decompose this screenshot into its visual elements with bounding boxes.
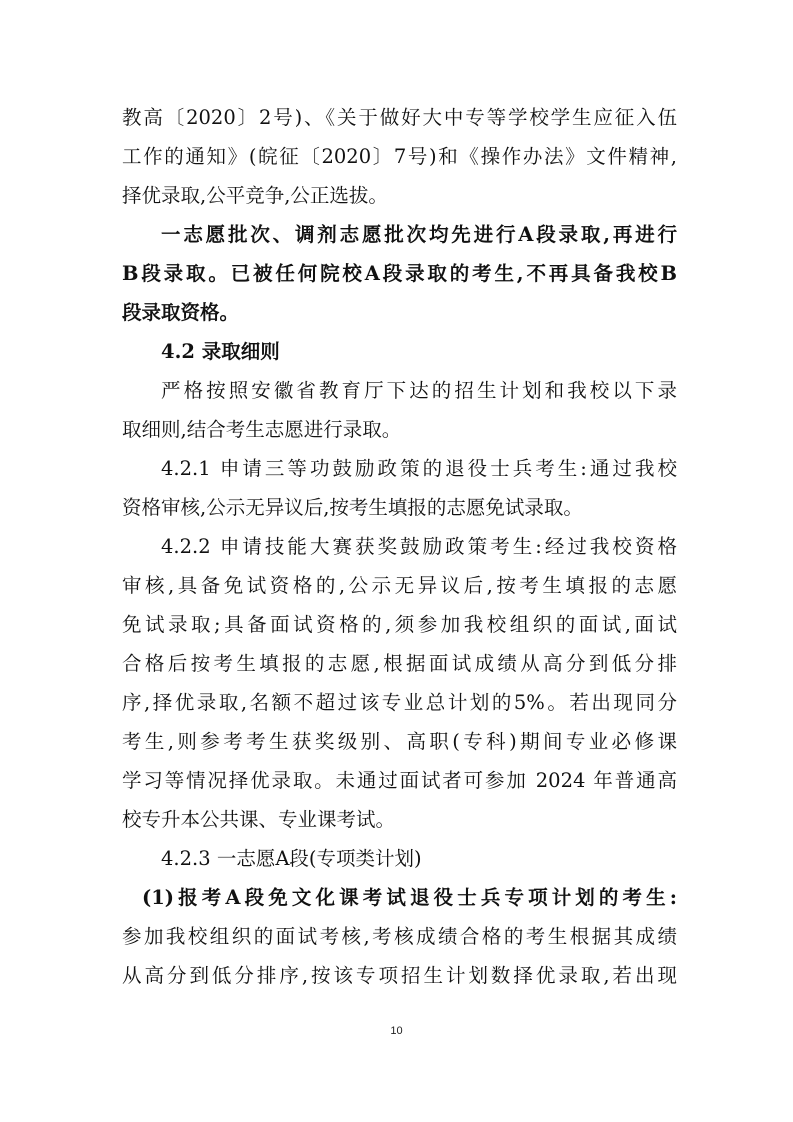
body-line: 严格按照安徽省教育厅下达的招生计划和我校以下录 xyxy=(161,379,677,402)
body-line: 审核,具备免试资格的,公示无异议后,按考生填报的志愿 xyxy=(122,574,677,597)
body-line: 免试录取;具备面试资格的,须参加我校组织的面试,面试 xyxy=(122,613,677,636)
body-line: 合格后按考生填报的志愿,根据面试成绩从高分到低分排 xyxy=(122,652,677,675)
body-line: 考生,则参考考生获奖级别、高职(专科)期间专业必修课 xyxy=(122,730,677,753)
body-line: 校专升本公共课、专业课考试。 xyxy=(122,808,396,831)
body-line: 工作的通知》(皖征〔2020〕7号)和《操作办法》文件精神, xyxy=(122,145,677,168)
bold-paragraph-line: 段录取资格。 xyxy=(122,301,240,324)
body-line: 学习等情况择优录取。未通过面试者可参加 2024 年普通高 xyxy=(122,769,677,792)
body-line: 资格审核,公示无异议后,按考生填报的志愿免试录取。 xyxy=(122,496,583,519)
body-line: 择优录取,公平竞争,公正选拔。 xyxy=(122,184,388,207)
clause-line: 4.2.1 申请三等功鼓励政策的退役士兵考生:通过我校 xyxy=(161,457,677,480)
body-line: 教高〔2020〕2号)、《关于做好大中专等学校学生应征入伍 xyxy=(122,106,677,129)
item-heading: (1)报考A段免文化课考试退役士兵专项计划的考生: xyxy=(142,886,677,909)
bold-paragraph-line: 一志愿批次、调剂志愿批次均先进行A段录取,再进行 xyxy=(161,223,677,246)
bold-paragraph-line: B段录取。已被任何院校A段录取的考生,不再具备我校B xyxy=(122,262,677,285)
clause-heading: 4.2.3 一志愿A段(专项类计划) xyxy=(161,847,422,870)
page-number: 10 xyxy=(390,1025,403,1037)
body-line: 序,择优录取,名额不超过该专业总计划的5%。若出现同分 xyxy=(122,691,677,714)
clause-line: 4.2.2 申请技能大赛获奖鼓励政策考生:经过我校资格 xyxy=(161,535,677,558)
body-line: 参加我校组织的面试考核,考核成绩合格的考生根据其成绩 xyxy=(122,925,677,948)
body-line: 从高分到低分排序,按该专项招生计划数择优录取,若出现 xyxy=(122,964,677,987)
section-heading: 4.2 录取细则 xyxy=(161,340,280,363)
body-line: 取细则,结合考生志愿进行录取。 xyxy=(122,418,402,441)
